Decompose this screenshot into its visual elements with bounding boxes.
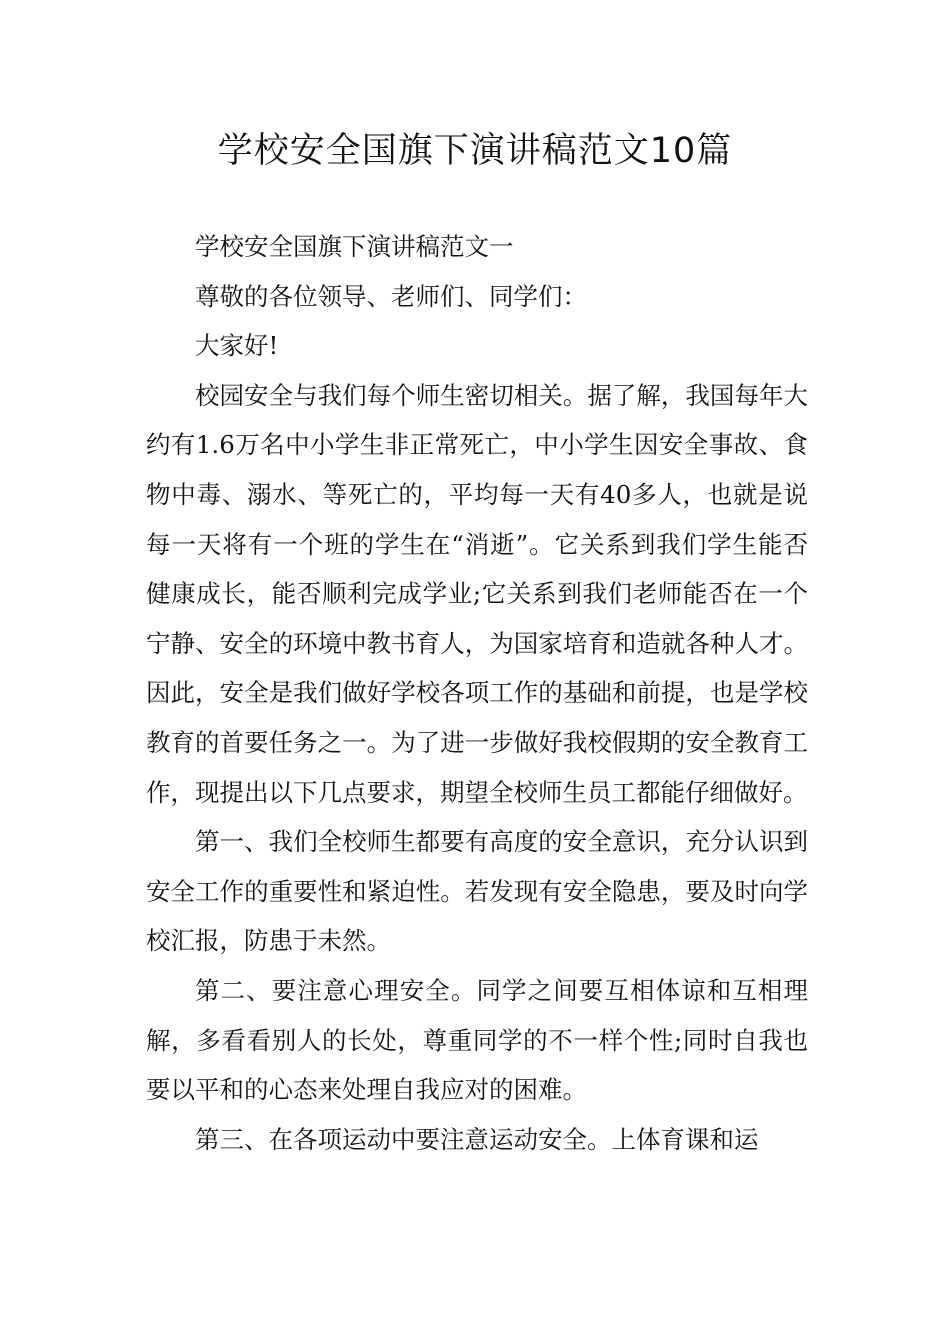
paragraph-greeting: 大家好!: [195, 331, 279, 361]
paragraph-second-point: 第二、要注意心理安全。同学之间要互相体谅和互相理解，多看看别人的长处，尊重同学的不一样个性;同时自我也要以平和的心态来处理自我应对的困难。: [146, 975, 808, 1105]
document-body: [146, 222, 808, 1164]
document-title: 学校安全国旗下演讲稿范文10篇: [217, 131, 733, 171]
paragraph-third-point: 第三、在各项运动中要注意运动安全。上体育课和运: [195, 1124, 759, 1154]
paragraph-salutation: 尊敬的各位领导、老师们、同学们：: [195, 281, 587, 311]
paragraph-first-point: 第一、我们全校师生都要有高度的安全意识，充分认识到安全工作的重要性和紧迫性。若发现有安全隐患，要及时向学校汇报，防患于未然。: [146, 827, 808, 956]
paragraph-introduction: 校园安全与我们每个师生密切相关。据了解，我国每年大约有1.6万名中小学生非正常死亡，中小学生因安全事故、食物中毒、溺水、等死亡的，平均每一天有40多人，也就是说每一天将有一个班的学生在“消逝”。它关系到我们学生能否健康成长，能否顺利完成学业;它关系到我们老师能否在一个宁静、安全的环境中教书育人，为国家培育和造就各种人才。因此，安全是我们做好学校各项工作的基础和前提，也是学校教育的首要任务之一。为了进一步做好我校假期的安全教育工作，现提出以下几点要求，期望全校师生员工都能仔细做好。: [146, 380, 808, 807]
paragraph-section-heading: 学校安全国旗下演讲稿范文一: [195, 232, 514, 261]
